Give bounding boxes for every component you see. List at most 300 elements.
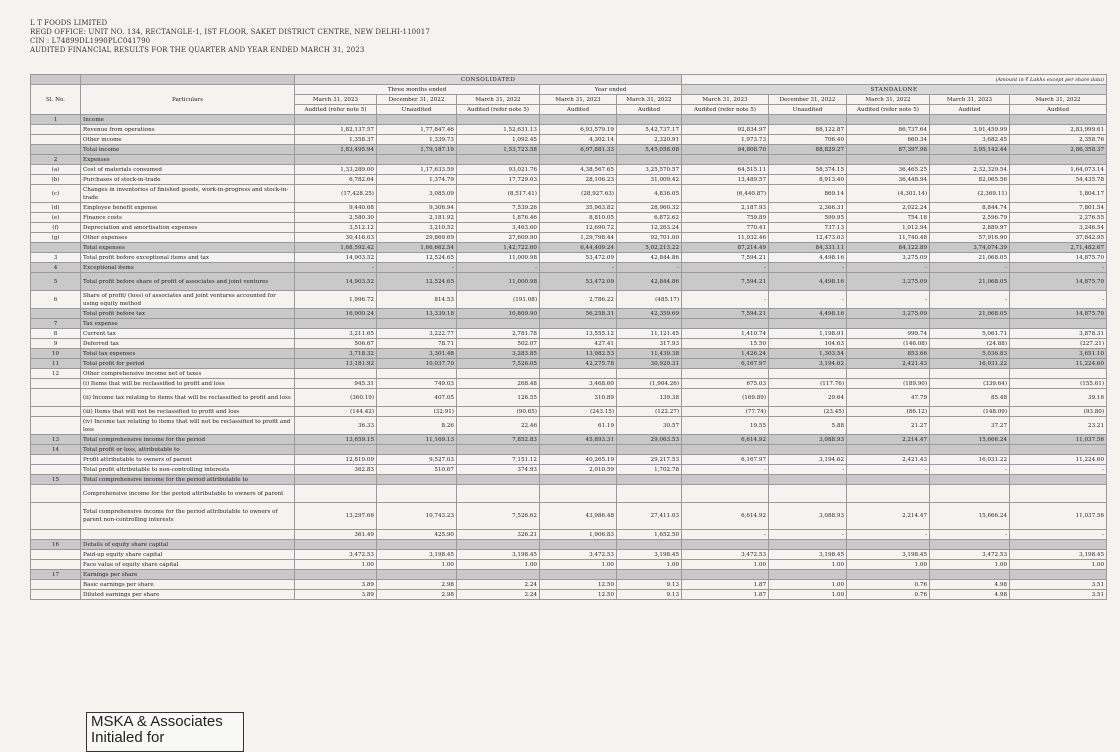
row-value: 4,38,567.65 (540, 165, 617, 175)
row-value (540, 445, 617, 455)
row-value: (169.89) (682, 389, 769, 407)
row-particular: Employee benefit expense (81, 203, 295, 213)
row-sl-no (31, 379, 81, 389)
table-row (31, 580, 1107, 590)
row-particular (81, 530, 295, 540)
row-particular: Face value of equity share capital (81, 560, 295, 570)
row-value: 7,801.54 (1010, 203, 1107, 213)
row-value: 1.00 (769, 590, 847, 600)
row-particular: Total income (81, 145, 295, 155)
table-row (31, 465, 1107, 475)
table-row (31, 243, 1107, 253)
row-particular: Other expenses (81, 233, 295, 243)
stamp-line-2: Initialed for (91, 729, 165, 746)
row-value (847, 115, 930, 125)
row-sl-no (31, 145, 81, 155)
company-name: L T FOODS LIMITED (30, 19, 108, 27)
row-value: 58,374.15 (769, 165, 847, 175)
row-value (682, 540, 769, 550)
row-particular: Total tax expenses (81, 349, 295, 359)
row-sl-no (31, 417, 81, 435)
row-value: - (769, 465, 847, 475)
row-value: 814.53 (377, 291, 457, 309)
row-particular: Cost of materials consumed (81, 165, 295, 175)
row-value: 2.98 (377, 580, 457, 590)
row-sl-no (31, 455, 81, 465)
table-row (31, 369, 1107, 379)
row-value: 4,498.16 (769, 273, 847, 291)
row-value: 3,222.77 (377, 329, 457, 339)
row-value (682, 155, 769, 165)
row-value: 737.13 (769, 223, 847, 233)
row-value: - (1010, 291, 1107, 309)
row-value: 15,666.24 (930, 435, 1010, 445)
row-value (847, 540, 930, 550)
row-value (1010, 475, 1107, 485)
row-value: 11,000.98 (457, 273, 540, 291)
row-particular: Details of equity share capital (81, 540, 295, 550)
row-particular: Comprehensive income for the period attributable to owners of parent (81, 485, 295, 503)
row-value: 11,037.56 (1010, 435, 1107, 445)
row-value: 1.00 (1010, 560, 1107, 570)
row-value: (144.42) (295, 407, 377, 417)
row-particular: Exceptional items (81, 263, 295, 273)
row-sl-no: 4 (31, 263, 81, 273)
table-row (31, 389, 1107, 407)
row-sl-no: (b) (31, 175, 81, 185)
row-value: 12,690.72 (540, 223, 617, 233)
row-value: 3,91,459.99 (930, 125, 1010, 135)
row-value: 3,472.53 (682, 550, 769, 560)
row-value: 30.57 (617, 417, 682, 435)
row-value (540, 540, 617, 550)
row-particular: Total profit before exceptional items and tax (81, 253, 295, 263)
row-value: 104.63 (769, 339, 847, 349)
row-value (617, 369, 682, 379)
row-particular: Finance costs (81, 213, 295, 223)
row-value: 2,786.22 (540, 291, 617, 309)
row-particular: Total expenses (81, 243, 295, 253)
row-value: - (617, 263, 682, 273)
row-value: 3,198.45 (1010, 550, 1107, 560)
sl-no-header: Sl. No. (31, 85, 81, 115)
row-value: (360.19) (295, 389, 377, 407)
row-value: (1,904.26) (617, 379, 682, 389)
row-value (457, 155, 540, 165)
row-value: 21,068.05 (930, 273, 1010, 291)
row-sl-no (31, 550, 81, 560)
row-value: 6,44,409.24 (540, 243, 617, 253)
row-value: - (682, 465, 769, 475)
row-value (1010, 319, 1107, 329)
row-value (930, 115, 1010, 125)
row-value (682, 445, 769, 455)
cons-three-months-header: Three months ended (295, 85, 540, 95)
row-value (930, 155, 1010, 165)
row-value: (86.12) (847, 407, 930, 417)
row-value: (485.17) (617, 291, 682, 309)
row-value: 2,83,999.61 (1010, 125, 1107, 135)
row-value: 3,512.12 (295, 223, 377, 233)
table-row (31, 223, 1107, 233)
row-value: 57,916.90 (930, 233, 1010, 243)
row-value: - (847, 291, 930, 309)
row-value: 1,652.50 (617, 530, 682, 540)
row-sl-no: 3 (31, 253, 81, 263)
table-row (31, 540, 1107, 550)
row-particular: Total profit before share of profit of associates and joint ventures (81, 273, 295, 291)
row-value: 7,539.26 (457, 203, 540, 213)
row-value: 660.34 (847, 135, 930, 145)
table-row (31, 213, 1107, 223)
row-value: 8.26 (377, 417, 457, 435)
row-value: (227.21) (1010, 339, 1107, 349)
cons-year-ended-header: Year ended (540, 85, 682, 95)
row-value: 16,031.22 (930, 359, 1010, 369)
row-value: 11,037.56 (1010, 503, 1107, 530)
row-value: (146.08) (847, 339, 930, 349)
row-value (930, 540, 1010, 550)
row-value: 3.51 (1010, 590, 1107, 600)
row-value: 1.00 (295, 560, 377, 570)
column-date-7: March 31, 2022 (847, 95, 930, 105)
row-particular: Total comprehensive income for the period attributable to owners of parent non-controlling interests (81, 503, 295, 530)
row-value: - (1010, 530, 1107, 540)
row-sl-no: 9 (31, 339, 81, 349)
row-value: 92,834.97 (682, 125, 769, 135)
row-value: 3,95,142.44 (930, 145, 1010, 155)
row-value (377, 485, 457, 503)
row-value: 45,893.31 (540, 435, 617, 445)
row-particular: (ii) Income tax relating to items that will be reclassified to profit and loss (81, 389, 295, 407)
row-value (540, 115, 617, 125)
row-value: 61.19 (540, 417, 617, 435)
table-row (31, 155, 1107, 165)
row-value: - (769, 530, 847, 540)
row-value: 12,263.24 (617, 223, 682, 233)
column-date-4: March 31, 2022 (617, 95, 682, 105)
row-value: 37.27 (930, 417, 1010, 435)
row-value (930, 485, 1010, 503)
row-sl-no: 10 (31, 349, 81, 359)
row-value: 945.31 (295, 379, 377, 389)
row-value: 84,122.89 (847, 243, 930, 253)
row-value: 1,876.46 (457, 213, 540, 223)
row-value: 1,33,289.00 (295, 165, 377, 175)
row-value: 1,092.45 (457, 135, 540, 145)
row-value (769, 319, 847, 329)
row-sl-no: 5 (31, 273, 81, 291)
row-value: 6,872.62 (617, 213, 682, 223)
row-value (540, 475, 617, 485)
row-value (295, 540, 377, 550)
table-row (31, 349, 1107, 359)
row-value: 14,903.52 (295, 273, 377, 291)
table-row (31, 379, 1107, 389)
row-value (377, 540, 457, 550)
row-value: 21,068.05 (930, 253, 1010, 263)
column-date-9: March 31, 2022 (1010, 95, 1107, 105)
row-value: 317.93 (617, 339, 682, 349)
row-value: 11,932.46 (682, 233, 769, 243)
row-value: 2,580.30 (295, 213, 377, 223)
row-value: 506.67 (295, 339, 377, 349)
row-value: 374.93 (457, 465, 540, 475)
row-particular: Purchases of stock-in-trade (81, 175, 295, 185)
row-value: 3,878.31 (1010, 329, 1107, 339)
row-value: 28,960.32 (617, 203, 682, 213)
row-value: 23.21 (1010, 417, 1107, 435)
row-value: (32.91) (377, 407, 457, 417)
row-value (930, 475, 1010, 485)
row-value (617, 485, 682, 503)
row-value (295, 319, 377, 329)
row-value: 92,701.00 (617, 233, 682, 243)
row-value (769, 570, 847, 580)
row-sl-no (31, 560, 81, 570)
row-value (540, 485, 617, 503)
row-value: 7,594.21 (682, 273, 769, 291)
row-sl-no: 14 (31, 445, 81, 455)
row-value: 88,122.87 (769, 125, 847, 135)
row-value (682, 115, 769, 125)
column-date-0: March 31, 2023 (295, 95, 377, 105)
row-value (769, 445, 847, 455)
row-value: 14,903.52 (295, 253, 377, 263)
row-sl-no (31, 389, 81, 407)
row-value (295, 485, 377, 503)
row-value: 13,181.92 (295, 359, 377, 369)
row-value: 4,302.14 (540, 135, 617, 145)
row-value: 3,210.52 (377, 223, 457, 233)
row-value: 5.88 (769, 417, 847, 435)
row-value: 47.79 (847, 389, 930, 407)
row-particular: Diluted earnings per share (81, 590, 295, 600)
row-value: 361.49 (295, 530, 377, 540)
row-sl-no: 7 (31, 319, 81, 329)
row-value: (189.90) (847, 379, 930, 389)
row-value: 10,809.90 (457, 309, 540, 319)
row-value: 30,416.03 (295, 233, 377, 243)
row-value: 3,74,074.39 (930, 243, 1010, 253)
row-value: 3.89 (295, 580, 377, 590)
row-value: 6,782.64 (295, 175, 377, 185)
row-value: - (930, 291, 1010, 309)
column-status-1: Unaudited (377, 105, 457, 115)
registered-office: REGD OFFICE: UNIT NO. 134, RECTANGLE-1, IST FLOOR, SAKET DISTRICT CENTRE, NEW DELHI-110017 (30, 28, 430, 36)
amount-note: (Amount in ₹ Lakhs except per share data) (682, 75, 1107, 85)
row-value: 3,211.65 (295, 329, 377, 339)
row-value: 2,421.43 (847, 359, 930, 369)
cin-number: CIN : L74899DL1990PLC041790 (30, 37, 151, 45)
row-value: 3,472.53 (540, 550, 617, 560)
row-value (1010, 540, 1107, 550)
row-value: 6,167.97 (682, 359, 769, 369)
row-value: 86,737.64 (847, 125, 930, 135)
row-sl-no (31, 407, 81, 417)
row-value: - (847, 263, 930, 273)
row-value (847, 475, 930, 485)
table-row (31, 530, 1107, 540)
row-value: 11,439.38 (617, 349, 682, 359)
row-value: 7,594.21 (682, 253, 769, 263)
row-value: 1,79,187.19 (377, 145, 457, 155)
table-row (31, 165, 1107, 175)
row-value: 4,836.05 (617, 185, 682, 203)
row-value: 362.83 (295, 465, 377, 475)
row-value: 502.07 (457, 339, 540, 349)
column-status-2: Audited (refer note 5) (457, 105, 540, 115)
row-value: 0.76 (847, 590, 930, 600)
row-value (377, 369, 457, 379)
table-row (31, 253, 1107, 263)
row-sl-no (31, 530, 81, 540)
row-value: 3,275.09 (847, 309, 930, 319)
row-value: 853.66 (847, 349, 930, 359)
row-value: 8,913.40 (769, 175, 847, 185)
row-value: - (930, 530, 1010, 540)
row-sl-no (31, 503, 81, 530)
row-value (540, 319, 617, 329)
row-value: 1,64,073.14 (1010, 165, 1107, 175)
row-value (377, 570, 457, 580)
row-value: 94,808.70 (682, 145, 769, 155)
row-sl-no (31, 135, 81, 145)
table-row (31, 417, 1107, 435)
row-value: - (295, 263, 377, 273)
row-value (457, 485, 540, 503)
row-value: 427.41 (540, 339, 617, 349)
row-value: 1,198.91 (769, 329, 847, 339)
row-value (295, 475, 377, 485)
row-sl-no: 1 (31, 115, 81, 125)
row-value (377, 155, 457, 165)
row-value: 12,524.65 (377, 273, 457, 291)
row-value: 14,875.70 (1010, 273, 1107, 291)
row-value: 13,489.57 (682, 175, 769, 185)
row-value: 93,021.76 (457, 165, 540, 175)
row-value (930, 445, 1010, 455)
row-value: 869.14 (769, 185, 847, 203)
row-value: 42,844.86 (617, 253, 682, 263)
row-value: 3,088.93 (769, 503, 847, 530)
row-value: 15.50 (682, 339, 769, 349)
row-value (1010, 115, 1107, 125)
row-value: 1.00 (682, 560, 769, 570)
financial-results-table (30, 74, 1107, 600)
row-value (617, 475, 682, 485)
row-value (682, 485, 769, 503)
row-value: 27,411.03 (617, 503, 682, 530)
row-value: 53,472.09 (540, 253, 617, 263)
table-row (31, 435, 1107, 445)
row-value (847, 570, 930, 580)
row-value: 88,829.27 (769, 145, 847, 155)
row-value: 16,031.22 (930, 455, 1010, 465)
table-row (31, 203, 1107, 213)
row-value: 2,32,329.54 (930, 165, 1010, 175)
row-value: 11,000.98 (457, 253, 540, 263)
row-sl-no (31, 309, 81, 319)
row-value: 5,061.71 (930, 329, 1010, 339)
row-value: 29,217.53 (617, 455, 682, 465)
table-row (31, 319, 1107, 329)
row-value: 1.00 (769, 580, 847, 590)
row-value: 3,651.10 (1010, 349, 1107, 359)
row-value: 11,169.13 (377, 435, 457, 445)
row-value (457, 369, 540, 379)
row-value: (17,428.25) (295, 185, 377, 203)
column-date-3: March 31, 2023 (540, 95, 617, 105)
row-value (540, 570, 617, 580)
row-value: 1,77,847.46 (377, 125, 457, 135)
row-value: - (457, 263, 540, 273)
row-value: 2,181.92 (377, 213, 457, 223)
row-value: 326.21 (457, 530, 540, 540)
row-value: 7,852.83 (457, 435, 540, 445)
row-value: 3,198.45 (377, 550, 457, 560)
row-particular: Share of profit/ (loss) of associates and joint ventures accounted for using equity method (81, 291, 295, 309)
row-value: 5,02,213.22 (617, 243, 682, 253)
row-value: 425.90 (377, 530, 457, 540)
row-value: - (1010, 465, 1107, 475)
row-value: 1,410.74 (682, 329, 769, 339)
row-value (540, 369, 617, 379)
row-value: 7,594.21 (682, 309, 769, 319)
row-value (682, 319, 769, 329)
row-particular: Total profit before tax (81, 309, 295, 319)
row-value: 5,42,737.17 (617, 125, 682, 135)
row-value (617, 540, 682, 550)
row-sl-no: (e) (31, 213, 81, 223)
row-sl-no: 15 (31, 475, 81, 485)
row-value: 6,167.97 (682, 455, 769, 465)
row-value: 1,973.73 (682, 135, 769, 145)
table-body (31, 115, 1107, 600)
row-value (457, 570, 540, 580)
row-value: 7,526.05 (457, 359, 540, 369)
row-value: 2,596.79 (930, 213, 1010, 223)
row-value (617, 445, 682, 455)
row-value: 2.24 (457, 580, 540, 590)
row-value (1010, 369, 1107, 379)
table-row (31, 233, 1107, 243)
standalone-header: STANDALONE (682, 85, 1107, 95)
row-particular: Profit attributable to owners of parent (81, 455, 295, 465)
row-value: 9.13 (617, 580, 682, 590)
column-date-2: March 31, 2022 (457, 95, 540, 105)
financial-results-table-wrapper (30, 74, 1106, 600)
row-value (617, 319, 682, 329)
row-value: 2,889.97 (930, 223, 1010, 233)
row-value: 11,224.60 (1010, 359, 1107, 369)
row-value: 85.48 (930, 389, 1010, 407)
row-value: (155.61) (1010, 379, 1107, 389)
row-value: - (769, 291, 847, 309)
row-value (457, 445, 540, 455)
row-value: 12,524.65 (377, 253, 457, 263)
row-value: 1,804.17 (1010, 185, 1107, 203)
table-row (31, 185, 1107, 203)
row-value: 3,246.54 (1010, 223, 1107, 233)
row-value: (90.65) (457, 407, 540, 417)
table-row (31, 455, 1107, 465)
row-value (457, 540, 540, 550)
row-value: 3,194.62 (769, 359, 847, 369)
row-value: 2,781.78 (457, 329, 540, 339)
row-value: 268.48 (457, 379, 540, 389)
row-value: 78.71 (377, 339, 457, 349)
